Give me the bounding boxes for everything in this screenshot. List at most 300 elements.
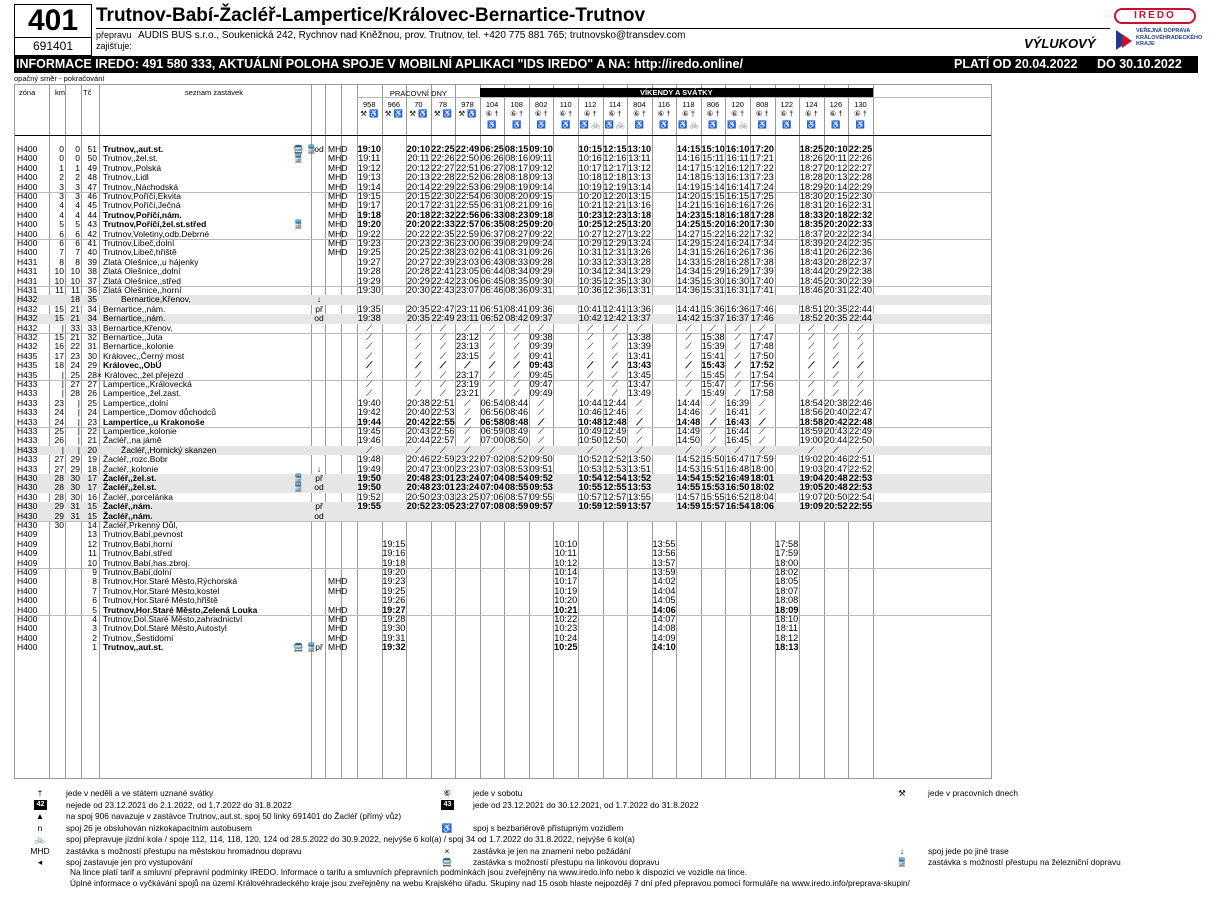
row-km-b: 33 [70,322,80,333]
row-time: 08:33 [505,256,529,267]
row-time: 18:00 [775,557,799,568]
row-time: ⟋ [808,350,815,361]
row-time: ⟋ [709,416,717,427]
row-time: 23:21 [456,388,479,399]
row-time: 19:04 [799,473,824,483]
row-time: 18:25 [799,144,824,154]
row-time: ⟋ [587,350,594,361]
row-time: ⟋ [439,388,447,399]
row-time: 14:57 [677,491,701,502]
row-time: 06:27 [480,162,504,173]
row-time: ⟋ [488,322,496,333]
row-time: 17:58 [750,388,774,399]
row-time: 17:59 [775,548,799,559]
row-time: 13:30 [627,275,651,286]
row-time: 23:03 [431,491,455,502]
row-time: 19:25 [357,247,381,258]
trip-marks: ⑥ † [534,109,548,118]
trip-marks: ⚒ ♿ [409,109,428,118]
row-time: 12:31 [603,247,627,258]
row-time: ⟋ [759,444,766,455]
row-time: 08:42 [505,313,529,324]
row-zone: H400 [17,191,38,201]
row-time: 18:26 [799,153,823,164]
row-stop-index: 15 [87,501,97,512]
row-time: 10:53 [578,463,602,474]
row-mhd: MHD [328,209,348,220]
row-time: 09:55 [529,491,553,502]
line-number: 401 [14,4,92,38]
row-time: 20:11 [407,153,430,164]
row-time: ⟋ [808,444,815,455]
row-time: 19:00 [799,435,823,446]
row-km-b: | [77,407,80,418]
row-stop-index: 19 [87,454,97,465]
row-zone: H409 [17,548,38,559]
row-mhd: MHD [328,576,348,587]
row-time: 18:37 [799,228,823,239]
row-time: 23:11 [456,313,479,324]
row-stop-index: 15 [87,510,97,521]
row-time: ⟋ [685,332,692,342]
row-time: 13:57 [652,557,676,568]
trip-marks-extra: ♿ [806,120,817,129]
row-time: 06:59 [480,426,504,436]
row-time: 10:54 [578,473,603,483]
row-time: 06:37 [480,228,504,239]
row-time: ⟋ [832,388,840,399]
row-time: ⟋ [415,369,422,380]
row-time: 20:31 [824,285,848,295]
legend-box-marker: 42 [34,800,47,810]
row-time: ⟋ [439,332,447,342]
row-time: 10:52 [578,454,602,465]
row-km-b: 4 [75,209,80,220]
row-time: 10:11 [554,548,577,559]
direction-note: opačný směr - pokračování [14,74,105,83]
row-time: 17:58 [775,538,799,549]
row-time: 14:46 [677,407,701,418]
row-km-b: 22 [70,341,80,352]
row-time: 16:30 [726,275,750,286]
row-time: 20:13 [406,172,430,183]
row-km-b: 8 [75,256,80,267]
row-zone: H409 [17,529,38,540]
trip-marks: ⚒ ♿ [360,109,379,118]
row-time: 18:27 [799,162,823,173]
row-stop-index: 13 [87,529,97,540]
row-time: 20:13 [824,172,848,183]
row-time: 19:52 [357,491,381,502]
row-time: 17:26 [750,200,774,211]
row-stop-name: Trutnov,Babí,pevnost [103,529,183,540]
row-time: 12:50 [603,435,627,446]
row-time: 19:02 [799,454,823,465]
row-transfer-icons: 🚆 [293,473,304,483]
row-time: 16:18 [725,209,750,220]
row-time: 23:00 [456,238,479,248]
row-time: ⟋ [636,322,643,333]
row-time: 16:41 [726,407,750,418]
row-time: 20:38 [406,397,430,408]
row-time: ⟋ [464,360,471,371]
row-km-a: 18 [54,360,64,371]
row-zone: H435 [17,360,38,371]
row-mhd: MHD [328,153,348,164]
trip-number: 114 [608,100,621,109]
row-time: 12:35 [603,275,627,286]
row-time: ⟋ [734,341,741,352]
trip-marks-extra: ♿ [831,120,841,129]
row-time: 16:11 [726,153,749,164]
trip-number: 70 [414,100,423,109]
row-time: 15:24 [701,238,725,248]
row-time: 13:22 [627,228,651,239]
trip-number: 110 [559,100,572,109]
row-km-a: 24 [54,416,64,427]
grid-column-line [325,85,326,778]
row-time: 20:28 [406,266,430,277]
row-stop-index: 25 [87,397,97,408]
row-time: 09:50 [529,454,553,465]
trip-marks: ⑥ † [485,109,499,118]
row-stop-index: 1 [92,642,97,653]
row-time: 20:48 [406,482,431,493]
row-time: ⟋ [366,360,373,371]
row-stop-name: Trutnov,Poříčí,žel.st.střed [103,219,207,230]
row-time: 20:17 [406,200,430,211]
row-zone: H400 [17,576,38,587]
row-time: ⟋ [439,350,447,361]
row-time: 16:16 [726,200,750,211]
row-km-b: | [77,416,80,427]
row-time: 15:15 [701,191,725,201]
valid-from: PLATÍ OD 20.04.2022 [954,57,1078,71]
trip-number: 804 [633,100,646,109]
row-time: ⟋ [709,435,717,446]
row-time: ⟋ [415,444,422,455]
row-time: 18:45 [799,275,823,286]
row-time: ⟋ [759,435,766,446]
row-stop-index: 41 [87,238,97,248]
row-time: 14:15 [676,144,701,154]
row-zone: H400 [17,209,38,220]
row-time: ⟋ [415,322,422,333]
row-stop-name: Lampertice,,Domov důchodců [103,407,216,418]
row-time: 16:10 [725,144,750,154]
row-time: 20:52 [824,501,848,512]
row-time: 17:32 [750,228,774,239]
row-time: 20:48 [824,482,848,493]
row-time: 18:54 [799,397,823,408]
row-time: 10:42 [578,313,602,324]
grid-column-line [99,85,100,778]
row-stop-index: 16 [87,491,97,502]
row-time: 19:46 [357,435,381,446]
row-stop-name: Trutnov,Dol.Staré Město,zahradnictví [103,614,243,624]
row-time: 09:51 [529,463,553,474]
row-time: 20:22 [406,228,430,239]
row-zone: H431 [17,266,38,277]
row-time: 15:12 [701,162,725,173]
row-time: 14:07 [652,614,676,624]
row-time: ⟋ [857,388,864,399]
row-time: 19:22 [357,228,381,239]
row-stop-index: 9 [92,567,97,577]
row-time: 13:16 [627,200,651,211]
row-time: 06:51 [480,303,504,314]
row-zone: H430 [17,510,38,521]
row-time: 13:13 [627,172,651,183]
row-time: 13:11 [628,153,651,164]
row-time: 15:26 [701,247,725,258]
trip-marks: ⑥ † [657,109,671,118]
row-time: 19:31 [382,632,406,643]
row-time: 08:21 [505,200,529,211]
row-time: 14:20 [677,191,701,201]
legend-text: na spoj 906 navazuje v zastávce Trutnov,,aut.st. spoj 50 linky 691401 do Žacléř (přímý vůz) [66,811,402,821]
row-time: 17:56 [750,379,774,389]
row-time: 09:12 [529,162,553,173]
row-zone: H400 [17,181,38,192]
row-stop-index: 35 [87,294,97,305]
row-stop-index: 29 [87,360,97,371]
row-time: 22:39 [431,256,455,267]
row-time: ⟋ [488,379,496,389]
row-time: 09:14 [529,181,553,192]
trip-marks-extra: ♿ [659,120,669,129]
row-time: 15:29 [701,266,725,277]
row-time: 22:53 [848,473,873,483]
row-time: 23:25 [456,491,479,502]
row-zone: H432 [17,341,38,352]
logo-wordmark: IREDO [1114,8,1196,24]
row-time: ⟋ [464,322,471,333]
legend-symbol: ↓ [899,845,905,856]
row-stop-index: 6 [92,595,97,606]
status-label: VÝLUKOVÝ [1024,36,1096,51]
row-km-a: | [61,369,64,380]
row-km-a: 15 [54,313,64,324]
row-stop-name: Trutnov,,žel.st. [103,153,158,164]
row-time: 22:30 [848,191,872,201]
row-time: 20:20 [824,219,848,230]
row-time: 17:21 [750,153,774,164]
row-km-a: 0 [59,144,64,154]
row-time: 22:41 [431,266,455,277]
row-time: 18:13 [775,642,799,653]
row-stop-index: 51 [87,144,97,154]
row-time: 19:28 [382,614,406,624]
row-time: ⟋ [587,388,594,399]
row-time: 10:21 [553,604,578,615]
row-time: 10:27 [578,228,602,239]
row-time: 20:30 [824,275,848,286]
row-time: ⟋ [734,360,741,371]
row-time: 20:27 [406,256,430,267]
row-time: 13:18 [627,209,652,220]
row-time: 06:45 [480,275,504,286]
row-time: 09:10 [529,144,553,154]
row-mhd: MHD [328,632,348,643]
row-time: ⟋ [685,341,692,352]
row-time: 06:29 [480,181,504,192]
row-time: ⟋ [415,341,422,352]
row-time: ⟋ [709,426,717,436]
row-km-b: 6 [75,228,80,239]
row-time: 13:50 [627,454,651,465]
row-time: 13:28 [627,256,651,267]
row-stop-name: Bernartice,,nám. [103,303,166,314]
row-time: 19:11 [358,153,381,164]
row-stop-index: 5 [92,604,97,615]
row-km-b: 2 [75,172,80,183]
row-stop-name: Žacléř,Prkenný Důl, [103,520,178,530]
row-stop-name: Bernartice,,nám. [103,313,166,324]
row-mhd: MHD [328,191,348,201]
grid-column-line [553,85,554,778]
row-time: 18:35 [799,219,824,230]
row-time: ⟋ [857,350,864,361]
row-time: 22:33 [431,219,455,230]
row-time: ⟋ [734,332,741,342]
row-zone: H431 [17,285,38,295]
trip-marks-extra: ♿ 🚲 [678,120,699,129]
row-km-a: 29 [54,510,64,521]
row-time: 10:46 [578,407,602,418]
row-mhd: MHD [328,162,348,173]
row-time: 13:59 [652,567,676,577]
legend-text: spoj 26 je obsluhován nízkokapacitním autobusem [66,822,252,833]
row-time: 18:09 [775,604,799,615]
row-stop-index: 50 [87,153,97,164]
row-time: 09:18 [529,209,553,220]
row-time: 18:39 [799,238,823,248]
row-time: 16:12 [726,162,750,173]
row-zone: H430 [17,473,38,483]
row-stop-name: Trutnov,Babí,dolní [103,567,172,577]
row-stop-index: 36 [87,285,97,295]
row-time: 12:34 [603,266,627,277]
trip-marks: ⑥ † [829,109,843,118]
row-time: 20:18 [824,209,848,220]
legend-symbol: ◂ [37,857,43,867]
row-time: 08:25 [504,219,529,230]
trip-number: 126 [829,100,843,109]
row-time: ⟋ [857,360,864,371]
row-time: 16:24 [726,238,750,248]
row-stop-index: 38 [87,266,97,277]
row-stop-index: 24 [87,407,97,418]
row-time: 09:29 [529,266,553,277]
row-stop-name: Žacléř,,nám. [103,501,153,512]
row-time: 22:51 [456,162,479,173]
trip-marks-extra: ♿ [536,120,546,129]
row-zone: H400 [17,632,38,643]
row-time: ⟋ [587,360,594,371]
row-time: 20:43 [406,426,430,436]
row-km-a: 26 [54,435,64,446]
row-km-b: 6 [75,238,80,248]
row-zone: H433 [17,463,38,474]
row-time: 23:07 [456,285,479,295]
trip-marks-extra: ♿ 🚲 [579,120,601,129]
row-time: 10:20 [554,595,578,606]
row-stop-name: Lampertice,,dolní [103,397,169,408]
row-km-a: 24 [54,407,64,418]
row-time: 09:28 [529,256,553,267]
row-time: 08:23 [504,209,529,220]
row-time: 12:52 [603,454,627,465]
row-time: 12:17 [603,162,627,173]
row-time: 19:09 [799,501,824,512]
row-time: 10:21 [578,200,602,211]
row-time: 19:20 [382,567,406,577]
row-time: 08:48 [504,416,529,427]
row-stop-index: 20 [87,444,97,455]
row-time: ⟋ [488,350,496,361]
row-time: 19:17 [357,200,381,211]
row-time: 12:16 [603,153,627,164]
row-stop-index: 7 [92,585,97,596]
row-time: ⟋ [464,435,471,446]
row-time: 06:33 [480,209,504,220]
row-km-b: 7 [75,247,80,258]
row-time: 23:17 [456,369,479,380]
row-stop-name: Lampertice,,kolonie [103,426,177,436]
row-time: ⟋ [636,416,643,427]
row-stop-name: Lampertice,,Královecká [103,379,192,389]
row-time: 14:29 [677,238,701,248]
row-time: 08:49 [505,426,529,436]
row-stop-name: Trutnov,Babí,has.zbroj. [103,557,190,568]
row-time: 22:55 [456,200,479,211]
row-time: ⟋ [857,379,864,389]
row-time: ⟋ [488,444,496,455]
row-time: 14:55 [676,482,701,493]
row-time: 22:50 [456,153,479,164]
row-time: 23:15 [456,350,479,361]
row-time: 14:05 [652,595,676,606]
row-time: 19:18 [382,557,406,568]
row-time: 10:31 [578,247,602,258]
row-time: 07:04 [480,482,504,493]
row-time: 08:59 [504,501,529,512]
row-km-b: 31 [70,510,80,521]
row-time: ⟋ [587,332,594,342]
trip-marks-extra: ♿ [757,120,767,129]
legend-text: spoj zastavuje jen pro vystupování [66,857,193,867]
row-stop-index: 23 [87,416,97,427]
row-time: 20:28 [824,256,848,267]
row-time: 08:52 [505,454,529,465]
row-time: 20:40 [406,407,430,418]
row-stop-name: Trutnov,Babí,horní [103,538,173,549]
row-time: 12:15 [603,144,627,154]
row-time: ⟋ [808,360,815,371]
row-transfer-icons: 🚆 [293,153,304,164]
row-time: 13:43 [627,360,652,371]
row-time: 15:50 [701,454,725,465]
row-time: 13:24 [627,238,651,248]
row-time: 20:43 [824,426,848,436]
row-time: 10:41 [578,303,602,314]
trip-number: 108 [510,100,523,109]
row-time: 18:02 [775,567,799,577]
legend-text: nejede od 23.12.2021 do 2.1.2022, od 1.7.2022 do 31.8.2022 [66,799,292,810]
row-time: 22:35 [431,228,455,239]
row-km-b: 0 [75,144,80,154]
